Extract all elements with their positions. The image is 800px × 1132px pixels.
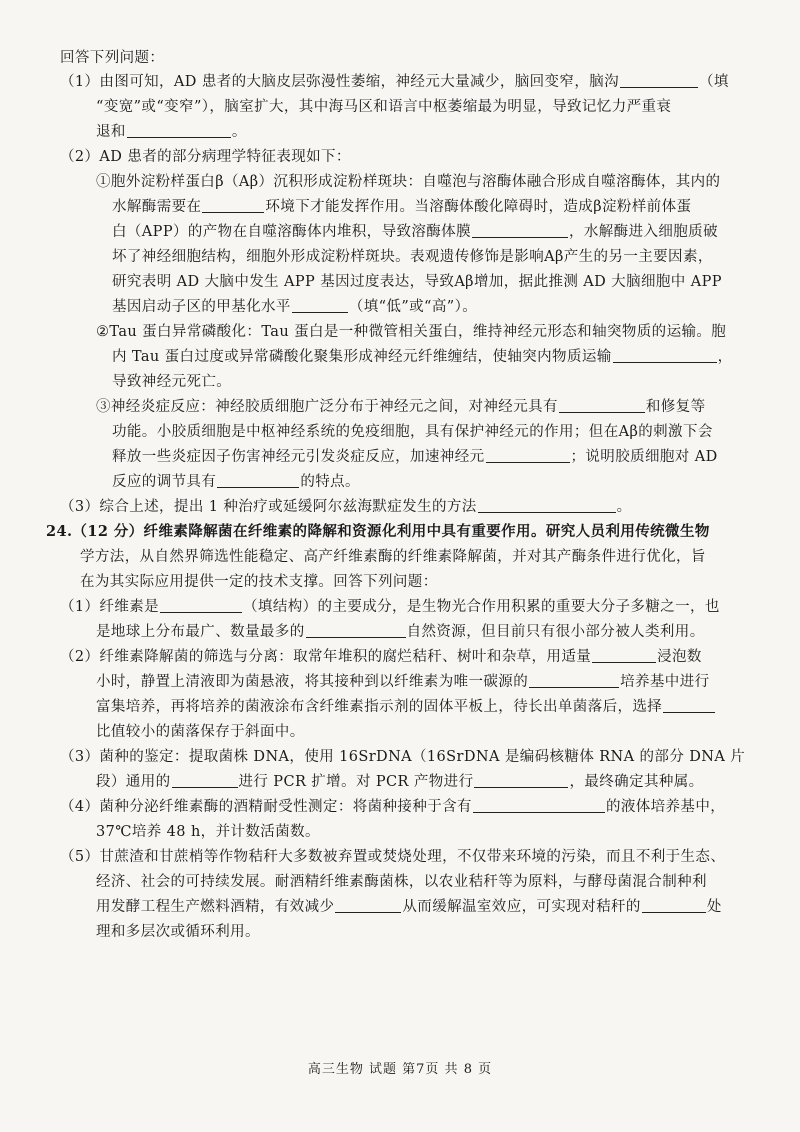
q2-p1-line-3: 白（APP）的产物在自噬溶酶体内堆积，导致溶酶体膜 ，水解酶进入细胞质破 xyxy=(112,224,718,240)
answer-blank[interactable] xyxy=(172,772,238,788)
answer-blank[interactable] xyxy=(486,447,570,463)
q24-s3-line-2: 段）通用的 进行 PCR 扩增。对 PCR 产物进行 ，最终确定其种属。 xyxy=(96,774,704,790)
q24-heading-line-1: 24.（12 分）纤维素降解菌在纤维素的降解和资源化利用中具有重要作用。研究人员利用传统微生物 xyxy=(46,523,710,540)
q1-line-1: （1）由图可知，AD 患者的大脑皮层弥漫性萎缩，神经元大量减少，脑回变窄，脑沟 （填 xyxy=(60,74,729,90)
q24-s2-line-2: 小时，静置上清液即为菌悬液，将其接种到以纤维素为唯一碳源的 培养基中进行 xyxy=(96,674,710,690)
answer-blank[interactable] xyxy=(472,222,568,238)
q24-s3-line-1: （3）菌种的鉴定：提取菌株 DNA，使用 16SrDNA（16SrDNA 是编码核糖体 RNA 的部分 DNA 片 xyxy=(60,749,746,765)
q2-heading: （2）AD 患者的部分病理学特征表现如下： xyxy=(60,149,351,165)
intro-text: 回答下列问题： xyxy=(60,50,165,66)
q24-s5-line-2: 经济、社会的可持续发展。耐酒精纤维素酶菌株，以农业秸秆等为原料，与酵母菌混合制种利 xyxy=(96,874,707,890)
q24-s5-line-4: 理和多层次或循环利用。 xyxy=(96,924,260,940)
answer-blank[interactable] xyxy=(160,597,242,613)
q24-s5-line-1: （5）甘蔗渣和甘蔗梢等作物秸秆大多数被弃置或焚烧处理，不仅带来环境的污染，而且不利于生态、 xyxy=(60,849,726,865)
q2-p1-line-4: 坏了神经细胞结构，细胞外形成淀粉样斑块。表观遗传修饰是影响Aβ产生的另一主要因素， xyxy=(112,249,713,265)
q2-p2-line-3: 导致神经元死亡。 xyxy=(112,374,232,390)
answer-blank[interactable] xyxy=(306,622,406,638)
q24-s2-line-4: 比值较小的菌落保存于斜面中。 xyxy=(96,724,305,740)
answer-blank[interactable] xyxy=(529,672,619,688)
q1-line-2: “变宽”或“变窄”），脑室扩大，其中海马区和语言中枢萎缩最为明显，导致记忆力严重衰 xyxy=(96,99,672,115)
q2-p3-line-3: 释放一些炎症因子伤害神经元引发炎症反应，加速神经元 ；说明胶质细胞对 AD xyxy=(112,449,718,465)
q24-s1-line-2: 是地球上分布最广、数量最多的 自然资源，但目前只有很小部分被人类利用。 xyxy=(96,624,705,640)
page-footer: 高三生物 试题 第7页 共 8 页 xyxy=(307,1062,493,1077)
q24-s4-line-1: （4）菌种分泌纤维素酶的酒精耐受性测定：将菌种接种于含有 的液体培养基中， xyxy=(60,799,726,815)
answer-blank[interactable] xyxy=(663,697,715,713)
q2-p1-line-5: 研究表明 AD 大脑中发生 APP 基因过度表达，导致Aβ增加，据此推测 AD 大脑细胞中 APP xyxy=(112,274,722,290)
q24-s5-line-3: 用发酵工程生产燃料酒精，有效减少 从而缓解温室效应，可实现对秸秆的 处 xyxy=(96,899,722,915)
q2-p2-line-2: 内 Tau 蛋白过度或异常磷酸化聚集形成神经元纤维缠结，使轴突内物质运输 ， xyxy=(112,349,733,365)
answer-blank[interactable] xyxy=(335,897,401,913)
answer-blank[interactable] xyxy=(473,797,605,813)
q24-heading-line-3: 在为其实际应用提供一定的技术支撑。回答下列问题： xyxy=(80,574,438,590)
q2-p3-line-1: ③神经炎症反应：神经胶质细胞广泛分布于神经元之间，对神经元具有 和修复等 xyxy=(96,399,706,415)
q3-line: （3）综合上述，提出 1 种治疗或延缓阿尔兹海默症发生的方法 。 xyxy=(60,499,632,515)
q2-p1-line-2: 水解酶需要在 环境下才能发挥作用。当溶酶体酸化障碍时，造成β淀粉样前体蛋 xyxy=(112,199,692,215)
answer-blank[interactable] xyxy=(292,297,348,313)
q2-p3-line-2: 功能。小胶质细胞是中枢神经系统的免疫细胞，具有保护神经元的作用；但在Aβ的刺激下会 xyxy=(112,424,713,440)
answer-blank[interactable] xyxy=(620,72,698,88)
q24-heading-line-2: 学方法，从自然界筛选性能稳定、高产纤维素酶的纤维素降解菌，并对其产酶条件进行优化，旨 xyxy=(80,549,706,565)
q24-s2-line-3: 富集培养，再将培养的菌液涂布含纤维素指示剂的固体平板上，待长出单菌落后，选择 xyxy=(96,697,716,717)
answer-blank[interactable] xyxy=(474,772,568,788)
q2-p1-line-6: 基因启动子区的甲基化水平 （填“低”或“高”）。 xyxy=(112,299,478,315)
answer-blank[interactable] xyxy=(478,497,616,513)
answer-blank[interactable] xyxy=(559,397,645,413)
q24-s1-line-1: （1）纤维素是 （填结构）的主要成分，是生物光合作用积累的重要大分子多糖之一，也 xyxy=(60,599,720,615)
answer-blank[interactable] xyxy=(592,647,656,663)
answer-blank[interactable] xyxy=(202,197,264,213)
q2-p1-line-1: ①胞外淀粉样蛋白β（Aβ）沉积形成淀粉样斑块：自噬泡与溶酶体融合形成自噬溶酶体，其内的 xyxy=(96,174,721,190)
answer-blank[interactable] xyxy=(613,347,717,363)
q24-s2-line-1: （2）纤维素降解菌的筛选与分离：取常年堆积的腐烂秸秆、树叶和杂草，用适量 浸泡数 xyxy=(60,649,702,665)
q2-p3-line-4: 反应的调节具有 的特点。 xyxy=(112,474,360,490)
q2-p2-line-1: ②Tau 蛋白异常磷酸化：Tau 蛋白是一种微管相关蛋白，维持神经元形态和轴突物质的运输。胞 xyxy=(96,324,727,340)
q1-line-3: 退和 。 xyxy=(96,124,247,140)
answer-blank[interactable] xyxy=(217,472,299,488)
answer-blank[interactable] xyxy=(642,897,706,913)
answer-blank[interactable] xyxy=(127,122,231,138)
q24-s4-line-2: 37℃培养 48 h，并计数活菌数。 xyxy=(96,824,320,840)
